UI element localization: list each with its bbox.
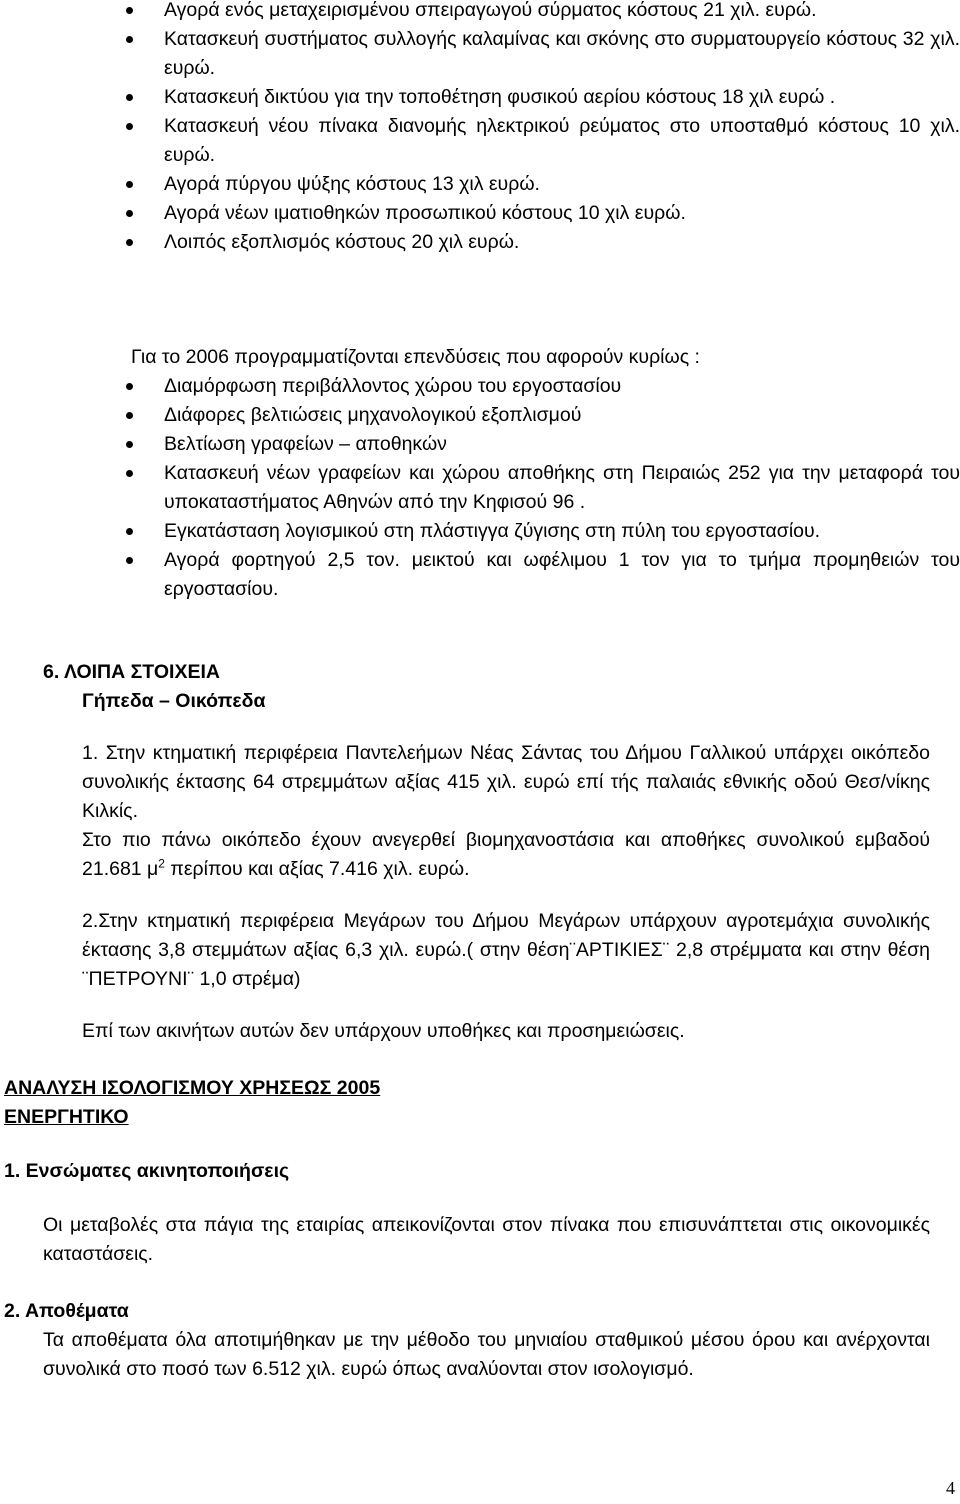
fixed-assets-paragraph: Οι μεταβολές στα πάγια της εταιρίας απεικονίζονται στον πίνακα που επισυνάπτεται στις οικονομικές καταστάσεις. xyxy=(43,1214,930,1265)
bullet-icon xyxy=(126,123,133,130)
assets-title: ΕΝΕΡΓΗΤΙΚΟ xyxy=(4,1106,129,1128)
inventories-paragraph: Τα αποθέματα όλα αποτιμήθηκαν με την μέθοδο του μηνιαίου σταθμικού μέσου όρου και ανέρχονται συνολικά στο ποσό των 6.512 χιλ. ευρώ όπως αναλύονται στον ισολογισμό. xyxy=(43,1329,930,1380)
land-paragraph-1: 1. Στην κτηματική περιφέρεια Παντελεήμων Νέας Σάντας του Δήμου Γαλλικού υπάρχει οικόπεδο συνολικής έκτασης 64 στρεμμάτων αξίας 415 χιλ. ευρώ επί τής παλαιάς εθνικής οδού Θεσ/νίκης Κιλκίς. xyxy=(82,742,930,822)
bullet-icon xyxy=(126,7,133,14)
list-item: Εγκατάσταση λογισμικού στη πλάστιγγα ζύγισης στη πύλη του εργοστασίου. xyxy=(0,517,960,546)
investment-list-2005 xyxy=(0,0,960,257)
list-item: Αγορά πύργου ψύξης κόστους 13 χιλ ευρώ. xyxy=(0,170,960,199)
bullet-icon xyxy=(126,239,133,246)
bullet-icon xyxy=(126,210,133,217)
list-item: Κατασκευή νέων γραφείων και χώρου αποθήκης στη Πειραιώς 252 για την μεταφορά του υποκαταστήματος Αθηνών από την Κηφισού 96 . xyxy=(0,459,960,517)
list-item: Βελτίωση γραφείων – αποθηκών xyxy=(0,430,960,459)
bullet-icon xyxy=(126,441,133,448)
fixed-assets-heading: 1. Ενσώματες ακινητοποιήσεις xyxy=(4,1160,290,1182)
section-6-title: 6. ΛΟΙΠΑ ΣΤΟΙΧΕΙΑ xyxy=(43,661,220,683)
list-item: Κατασκευή νέου πίνακα διανομής ηλεκτρικού ρεύματος στο υποσταθμό κόστους 10 χιλ. ευρώ. xyxy=(0,112,960,170)
bullet-icon xyxy=(126,383,133,390)
bullet-icon xyxy=(126,412,133,419)
land-paragraph-3: 2.Στην κτηματική περιφέρεια Μεγάρων του Δήμου Μεγάρων υπάρχουν αγροτεμάχια συνολικής έκτασης 3,8 στεμμάτων αξίας 6,3 χιλ. ευρώ.( στην θέση¨ΑΡΤΙΚΙΕΣ¨ 2,8 στρέμματα και στην θέση ¨ΠΕΤΡΟΥΝΙ¨ 1,0 στρέμα) xyxy=(82,910,930,990)
list-item: Κατασκευή δικτύου για την τοποθέτηση φυσικού αερίου κόστους 18 χιλ ευρώ . xyxy=(0,83,960,112)
intro-2006: Για το 2006 προγραμματίζονται επενδύσεις που αφορούν κυρίως : xyxy=(131,346,700,368)
page-number: 4 xyxy=(946,1478,955,1498)
list-item: Αγορά φορτηγού 2,5 τον. μεικτού και ωφέλιμου 1 τον για το τμήμα προμηθειών του εργοστασίου. xyxy=(0,546,960,604)
bullet-icon xyxy=(126,470,133,477)
bullet-icon xyxy=(126,528,133,535)
analysis-title: ΑΝΑΛΥΣΗ ΙΣΟΛΟΓΙΣΜΟΥ ΧΡΗΣΕΩΣ 2005 xyxy=(4,1077,381,1099)
land-paragraph-4: Επί των ακινήτων αυτών δεν υπάρχουν υποθήκες και προσημειώσεις. xyxy=(82,1020,685,1042)
bullet-icon xyxy=(126,181,133,188)
list-item: Αγορά ενός μεταχειρισμένου σπειραγωγού σύρματος κόστους 21 χιλ. ευρώ. xyxy=(0,0,960,25)
investment-list-2006 xyxy=(0,372,960,604)
list-item: Λοιπός εξοπλισμός κόστους 20 χιλ ευρώ. xyxy=(0,228,960,257)
section-6-subtitle: Γήπεδα – Οικόπεδα xyxy=(82,690,266,712)
bullet-icon xyxy=(126,36,133,43)
list-item: Κατασκευή συστήματος συλλογής καλαμίνας και σκόνης στο συρματουργείο κόστους 32 χιλ. ευρώ. xyxy=(0,25,960,83)
inventories-heading: 2. Αποθέματα xyxy=(4,1300,129,1322)
list-item: Διαμόρφωση περιβάλλοντος χώρου του εργοστασίου xyxy=(0,372,960,401)
land-paragraph-2: Στο πιο πάνω οικόπεδο έχουν ανεγερθεί βιομηχανοστάσια και αποθήκες συνολικού εμβαδού 21.681 $\mu^2$ περίπου και αξίας 7.416 χιλ. ευρώ. xyxy=(82,829,930,880)
bullet-icon xyxy=(126,557,133,564)
list-item: Αγορά νέων ιματιοθηκών προσωπικού κόστους 10 χιλ ευρώ. xyxy=(0,199,960,228)
list-item: Διάφορες βελτιώσεις μηχανολογικού εξοπλισμού xyxy=(0,401,960,430)
bullet-icon xyxy=(126,94,133,101)
